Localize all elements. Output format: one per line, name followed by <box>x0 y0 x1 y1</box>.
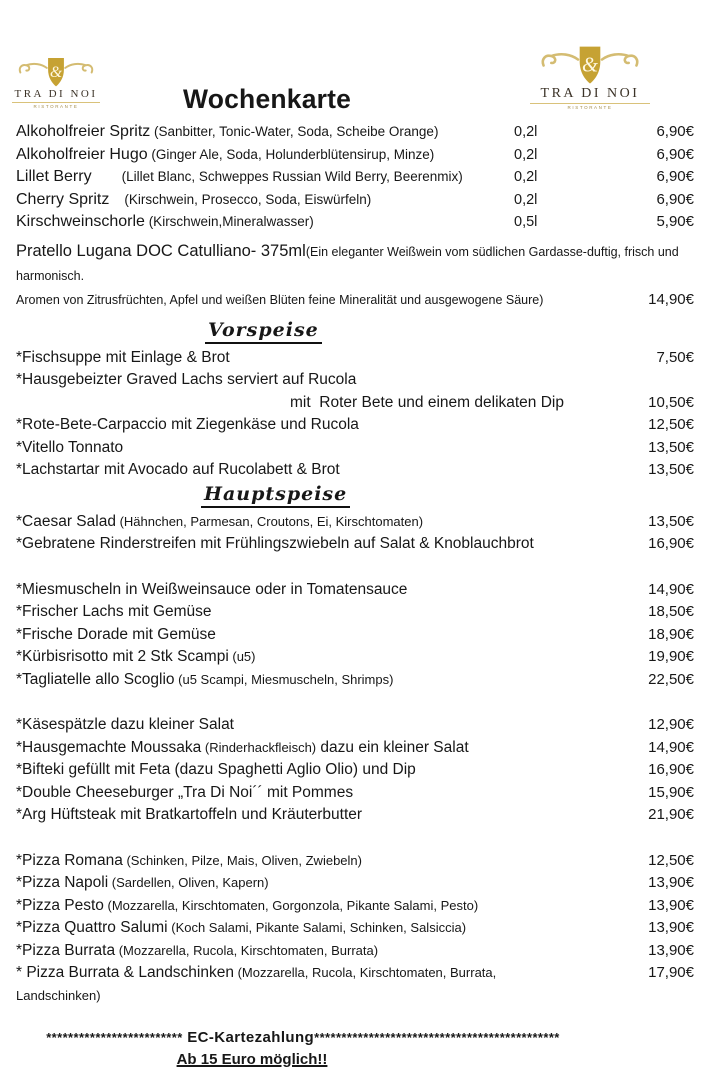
flourish-icon-left <box>543 54 578 65</box>
menu-group <box>16 579 694 692</box>
menu-item-row <box>16 759 694 782</box>
item-title: *Pizza Romana <box>16 851 123 869</box>
item-title: *Pizza Napoli <box>16 874 109 891</box>
menu-item-row <box>16 601 694 624</box>
item-name <box>16 804 576 827</box>
item-detail: (Kirschwein, Prosecco, Soda, Eiswürfeln) <box>109 191 372 207</box>
item-name <box>16 511 576 534</box>
item-title: *Frischer Lachs mit Gemüse <box>16 603 212 620</box>
item-price: 16,90€ <box>648 761 694 778</box>
item-price: 13,50€ <box>648 461 694 478</box>
item-detail: (Mozzarella, Rucola, Kirschtomaten, Burrata) <box>115 942 379 958</box>
item-price: 18,50€ <box>648 603 694 620</box>
section-heading-hauptspeise: Hauptspeise <box>201 483 350 508</box>
flourish-icon-right <box>65 64 92 73</box>
item-name <box>16 759 576 782</box>
item-size: 0,2l <box>514 191 538 208</box>
item-price: 12,50€ <box>648 851 694 869</box>
item-title: *Vitello Tonnato <box>16 438 124 456</box>
item-price: 18,90€ <box>648 625 694 643</box>
menu-item-row <box>16 624 694 647</box>
footer-payment-label: EC-Kartezahlung <box>182 1029 315 1046</box>
item-name <box>16 962 576 1007</box>
menu-item-row <box>16 714 694 737</box>
item-price: 13,90€ <box>648 896 694 914</box>
item-detail: (Mozzarella, Kirschtomaten, Gorgonzola, Pikante Salami, Pesto) <box>103 897 479 913</box>
menu-item-row <box>16 962 694 1007</box>
item-title: *Gebratene Rinderstreifen mit Frühlingszwiebeln auf Salat & Knoblauchbrot <box>16 535 534 552</box>
item-name <box>16 940 576 963</box>
ampersand-glyph: & <box>49 64 63 82</box>
menu-item-row <box>16 392 694 415</box>
item-name <box>16 895 576 918</box>
item-detail: (Lillet Blanc, Schweppes Russian Wild Berry, Beerenmix) <box>91 169 463 184</box>
item-price: 7,50€ <box>656 348 694 366</box>
item-name <box>16 646 576 669</box>
item-name <box>16 669 576 692</box>
item-title: Cherry Spritz <box>16 190 110 208</box>
item-title: *Käsespätzle dazu kleiner Salat <box>16 716 234 733</box>
menu-item-row <box>16 347 694 370</box>
item-size: 0,2l <box>514 146 538 163</box>
item-price: 10,50€ <box>648 393 694 411</box>
logo-crest-icon <box>538 44 642 87</box>
menu-item-row <box>16 414 694 437</box>
item-price: 14,90€ <box>648 738 694 756</box>
menu-item-row <box>16 782 694 805</box>
menu-item-row <box>16 850 694 873</box>
item-price: 15,90€ <box>648 783 694 801</box>
item-price: 5,90€ <box>656 213 694 230</box>
item-name <box>16 533 576 556</box>
menu-item-row <box>16 369 694 392</box>
flourish-icon-right <box>602 54 637 65</box>
menu-item-row <box>16 804 694 827</box>
menu-item-row <box>16 895 694 918</box>
item-name <box>16 459 576 482</box>
item-name <box>16 917 576 940</box>
item-detail: (Koch Salami, Pikante Salami, Schinken, Salsiccia) <box>167 920 467 935</box>
item-title: mit Roter Bete und einem delikaten Dip <box>290 393 564 411</box>
item-title: *Miesmuscheln in Weißweinsauce oder in Tomatensauce <box>16 580 408 598</box>
item-price: 14,90€ <box>648 580 694 598</box>
menu-title: Wochenkarte <box>183 84 352 114</box>
restaurant-logo-right <box>530 44 650 110</box>
menu-item-row <box>16 579 694 602</box>
item-name <box>16 601 576 624</box>
item-detail: (Kirschwein,Mineralwasser) <box>144 214 314 229</box>
item-price: 19,90€ <box>648 648 694 665</box>
logo-tagline: RISTORANTE <box>33 103 79 109</box>
item-title: *Tagliatelle allo Scoglio <box>16 670 175 688</box>
item-title: * Pizza Burrata & Landschinken <box>16 964 234 981</box>
item-title: *Double Cheeseburger „Tra Di Noi´´ mit Pommes <box>16 783 354 801</box>
footer <box>16 1028 694 1072</box>
item-price: 13,90€ <box>648 941 694 959</box>
item-title: *Arg Hüftsteak mit Bratkartoffeln und Kräuterbutter <box>16 806 363 823</box>
menu-item-row <box>16 166 694 189</box>
item-detail: (Hähnchen, Parmesan, Croutons, Ei, Kirschtomaten) <box>115 513 424 529</box>
flourish-icon-left <box>20 64 47 73</box>
item-detail: (Sanbitter, Tonic-Water, Soda, Scheibe Orange) <box>150 124 439 139</box>
vorspeise-list <box>16 347 694 482</box>
item-name <box>16 369 576 392</box>
wine-line2 <box>16 288 694 312</box>
footer-payment-line <box>16 1028 694 1048</box>
wine-name: Pratello Lugana DOC Catulliano- 375ml <box>16 241 306 260</box>
item-title: *Pizza Pesto <box>16 896 104 914</box>
item-price: 6,90€ <box>656 168 694 185</box>
wine-description-2: Aromen von Zitrusfrüchten, Apfel und weißen Blüten feine Mineralität und ausgewogene Säure) <box>16 292 544 307</box>
menu-item-row <box>16 121 694 144</box>
item-price: 14,90€ <box>648 290 694 308</box>
item-detail: (Mozzarella, Rucola, Kirschtomaten, Burrata, Landschinken) <box>16 965 500 1003</box>
menu-group <box>16 511 694 556</box>
item-detail: (u5 Scampi, Miesmuscheln, Shrimps) <box>174 671 394 687</box>
item-title: Kirschweinschorle <box>16 213 145 230</box>
restaurant-logo-left <box>12 56 100 109</box>
wine-description-1: (Ein eleganter Weißwein vom südlichen Gardasse-duftig, frisch und harmonisch. <box>16 244 679 283</box>
item-size: 0,2l <box>514 169 538 185</box>
wine-line1 <box>16 239 694 288</box>
menu-item-row <box>16 144 694 167</box>
item-name <box>16 347 576 370</box>
item-name <box>16 144 514 167</box>
item-detail: (Ginger Ale, Soda, Holunderblütensirup, Minze) <box>147 146 435 162</box>
item-detail: (u5) <box>228 649 256 664</box>
logo-crest-icon <box>16 56 96 89</box>
item-name <box>16 872 576 895</box>
menu-group <box>16 714 694 827</box>
menu-item-row <box>16 459 694 482</box>
item-price: 13,90€ <box>648 919 694 936</box>
item-detail: (Schinken, Pilze, Mais, Oliven, Zwiebeln) <box>122 852 362 868</box>
item-title: *Kürbisrisotto mit 2 Stk Scampi <box>16 648 229 665</box>
item-price: 17,90€ <box>648 964 694 981</box>
item-price: 16,90€ <box>648 535 694 552</box>
footer-minimum-note: Ab 15 Euro möglich!! <box>176 1051 328 1068</box>
item-title: Alkoholfreier Spritz <box>16 123 151 140</box>
item-title: *Hausgemachte Moussaka <box>16 738 202 756</box>
menu-item-row <box>16 646 694 669</box>
item-name <box>16 189 514 212</box>
footer-stars-left: ************************* <box>46 1030 183 1045</box>
item-size: 0,2l <box>514 124 538 140</box>
item-title: *Lachstartar mit Avocado auf Rucolabett & Brot <box>16 461 340 478</box>
item-name <box>16 437 576 460</box>
item-title: *Bifteki gefüllt mit Feta (dazu Spaghetti Aglio Olio) und Dip <box>16 761 416 778</box>
item-title: *Pizza Burrata <box>16 941 116 959</box>
item-price: 13,50€ <box>648 438 694 456</box>
item-title: *Fischsuppe mit Einlage & Brot <box>16 348 230 366</box>
logo-wordmark: TRA DI NOI <box>12 89 100 103</box>
item-price: 12,90€ <box>648 716 694 733</box>
drinks-list <box>16 121 694 234</box>
item-name <box>16 737 576 760</box>
menu-item-row <box>16 737 694 760</box>
menu-item-row <box>16 189 694 212</box>
menu-item-row <box>16 872 694 895</box>
menu-item-row <box>16 437 694 460</box>
item-price: 6,90€ <box>656 190 694 208</box>
section-heading-vorspeise: Vorspeise <box>205 319 322 344</box>
item-title: *Caesar Salad <box>16 512 116 530</box>
item-price: 12,50€ <box>648 416 694 433</box>
menu-item-row <box>16 511 694 534</box>
item-name <box>16 624 576 647</box>
item-title: *Pizza Quattro Salumi <box>16 919 168 936</box>
item-name <box>16 850 576 873</box>
item-price: 13,90€ <box>648 874 694 891</box>
hauptspeise-groups <box>16 511 694 1008</box>
menu-item-row <box>16 211 694 234</box>
item-name <box>16 166 514 189</box>
item-price: 13,50€ <box>648 512 694 530</box>
footer-stars-right: ********************************************* <box>314 1030 560 1045</box>
item-title-suffix: dazu ein kleiner Salat <box>316 738 469 756</box>
item-name <box>16 714 576 737</box>
item-title: Lillet Berry <box>16 168 92 185</box>
item-name <box>16 579 576 602</box>
item-name <box>16 782 576 805</box>
item-name <box>16 211 514 234</box>
item-detail: (Sardellen, Oliven, Kapern) <box>108 875 269 890</box>
item-price: 22,50€ <box>648 670 694 688</box>
item-size: 0,5l <box>514 214 538 230</box>
item-name <box>16 414 576 437</box>
menu-item-row <box>16 917 694 940</box>
item-name <box>16 121 514 144</box>
item-title: Alkoholfreier Hugo <box>16 145 148 163</box>
item-price: 21,90€ <box>648 806 694 823</box>
item-price: 6,90€ <box>656 145 694 163</box>
ampersand-glyph: & <box>581 54 599 77</box>
item-price: 6,90€ <box>656 123 694 140</box>
logo-tagline: RISTORANTE <box>567 104 613 110</box>
item-title: *Hausgebeizter Graved Lachs serviert auf Rucola <box>16 371 357 388</box>
menu-item-row <box>16 940 694 963</box>
menu-item-row <box>16 533 694 556</box>
item-detail: (Rinderhackfleisch) <box>201 739 317 755</box>
item-title: *Rote-Bete-Carpaccio mit Ziegenkäse und Rucola <box>16 416 359 433</box>
menu-group <box>16 850 694 1008</box>
item-name <box>16 392 576 415</box>
wine-item <box>16 239 694 312</box>
item-title: *Frische Dorade mit Gemüse <box>16 625 216 643</box>
logo-wordmark: TRA DI NOI <box>530 87 650 104</box>
menu-item-row <box>16 669 694 692</box>
